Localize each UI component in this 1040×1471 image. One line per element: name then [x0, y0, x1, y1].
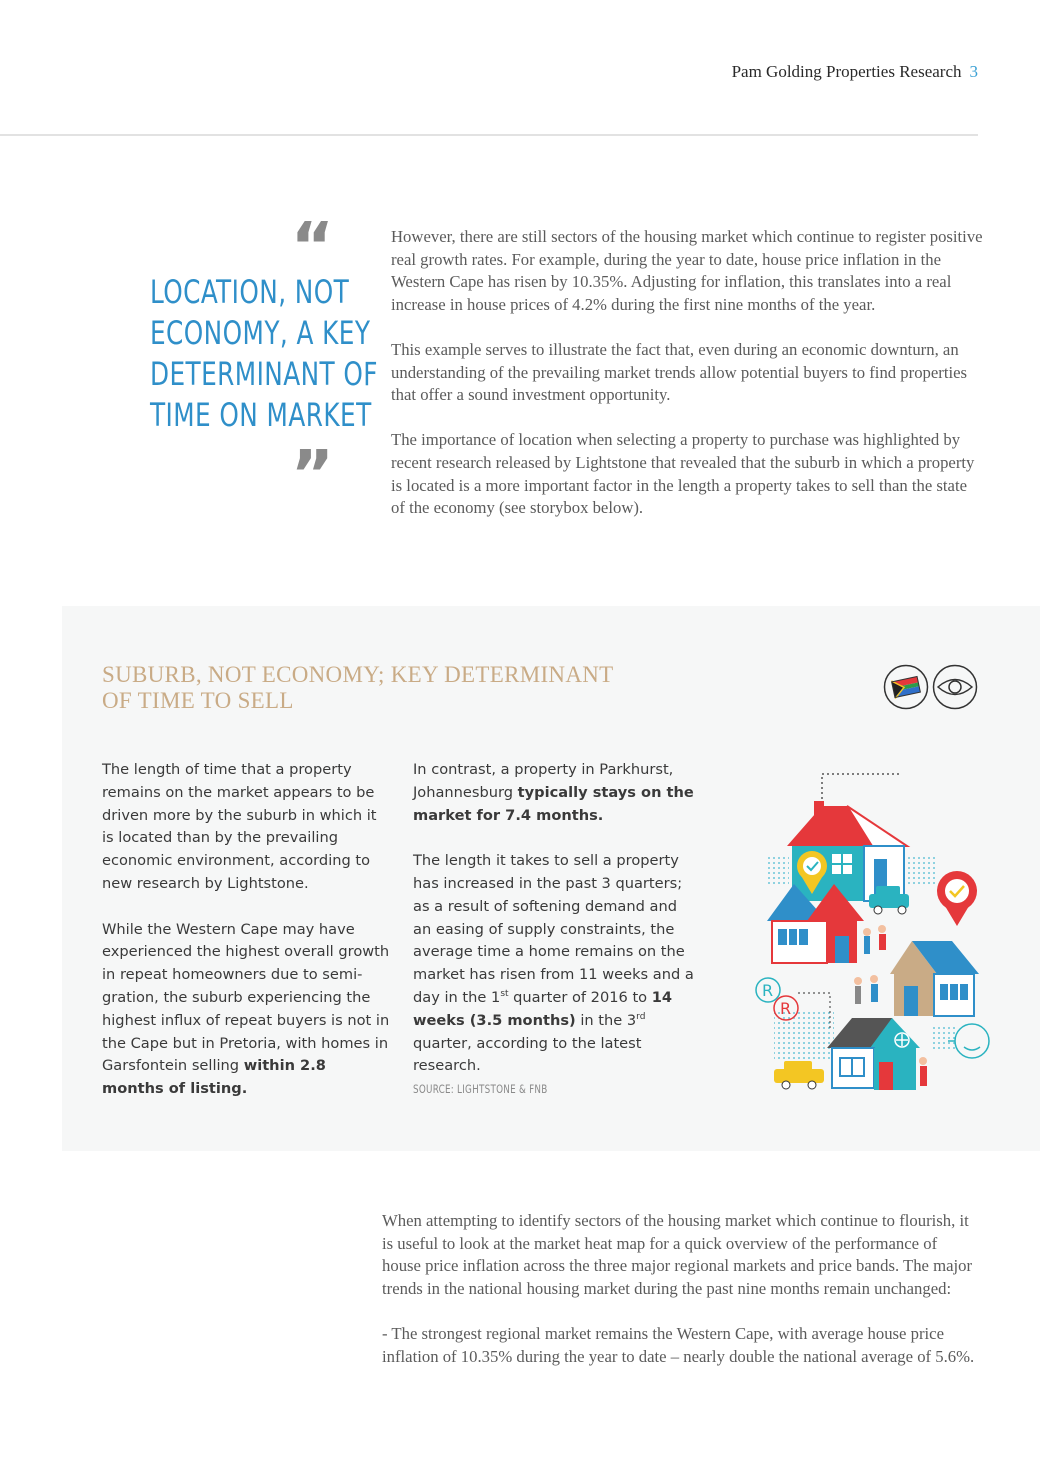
pullquote-line: LOCATION, NOT — [149, 273, 350, 311]
outro-paragraph: When attempting to identify sectors of the housing market which continue to flourish, it is useful to look at the market heat map for a quick overview of the performance of house price inflation across the three major regional markets and price bands. The major trends in the national housing market during the past nine months remain unchanged: — [382, 1211, 973, 1298]
storybox-column-1 — [102, 759, 392, 1124]
storybox-paragraph: The length it takes to sell a property has increased in the past 3 quarters; as a result of softening demand and an easing of supply constraints, the average time a home remains on the market has risen from 11 weeks and a day in the 1st quarter of 2016 to 14 weeks (3.5 months) in the 3rd quarter, according to the latest research. — [413, 852, 694, 1075]
outro-text — [382, 1210, 978, 1391]
storybox-paragraph: The length of time that a property remains on the market appears to be driven more by the suburb in which it is located than by the prevailing economic environment, according to new research by Lightstone. — [102, 761, 377, 892]
pullquote-text — [149, 272, 378, 436]
intro-text — [391, 226, 983, 542]
houses-illustration — [752, 766, 992, 1096]
page-header — [732, 62, 978, 82]
publication-title: Pam Golding Properties Research — [731, 62, 962, 81]
storybox — [62, 606, 1040, 1151]
close-quote-icon: ” — [290, 436, 334, 513]
eye-icon — [932, 664, 978, 710]
svg-text:R: R — [762, 981, 774, 1000]
intro-paragraph: However, there are still sectors of the housing market which continue to register positive real growth rates. For example, during the year to date, house price inflation in the Western Cape has risen by 10.35%. Adjusting for inflation, this translates into a real increase in house prices of 4.2% during the first nine months of the year. — [391, 227, 983, 314]
storybox-paragraph: In contrast, a property in Parkhurst, Johannesburg typically stays on the market for 7.4 months. — [413, 761, 694, 824]
source-note: SOURCE: LIGHTSTONE & FNB — [413, 1082, 548, 1097]
storybox-paragraph: While the Western Cape may have experienced the highest overall growth in repeat homeowners due to semi-gration, the suburb experiencing the highest influx of repeat buyers is not in the Cape but in Pretoria, with homes in Garsfontein selling within 2.8 months of listing. — [102, 920, 390, 1098]
highlight-text: typically stays on the market for 7.4 months. — [413, 783, 694, 824]
header-divider — [0, 134, 978, 136]
outro-paragraph: - The strongest regional market remains the Western Cape, with average house price inflation of 10.35% during the year to date – nearly double the national average of 5.6%. — [382, 1323, 975, 1366]
pullquote-line: TIME ON MARKET — [149, 396, 372, 434]
page-number: 3 — [969, 62, 978, 81]
pullquote-line: ECONOMY, A KEY — [149, 314, 371, 352]
intro-paragraph: This example serves to illustrate the fact that, even during an economic downturn, an understanding of the prevailing market trends allow potential buyers to find properties that offer a sound investment opportunity. — [391, 339, 968, 405]
highlight-text: within 2.8 months of listing. — [102, 1057, 326, 1098]
open-quote-icon: “ — [290, 208, 334, 285]
intro-paragraph: The importance of location when selecting a property to purchase was highlighted by recent research released by Lightstone that revealed that the suburb in which a property is located is a more important factor in the length a property takes to sell than the state of the economy (see storybox below). — [391, 430, 975, 518]
storybox-title: SUBURB, NOT ECONOMY; KEY DETERMINANT OF TIME TO SELL — [102, 662, 614, 713]
south-africa-flag-icon — [883, 664, 929, 710]
pullquote-line: DETERMINANT OF — [149, 355, 378, 393]
svg-text:R: R — [780, 999, 792, 1018]
pullquote — [120, 208, 378, 513]
storybox-column-2 — [413, 759, 698, 1101]
highlight-text: 14 weeks (3.5 months) — [413, 988, 673, 1029]
storybox-badges — [883, 664, 978, 710]
